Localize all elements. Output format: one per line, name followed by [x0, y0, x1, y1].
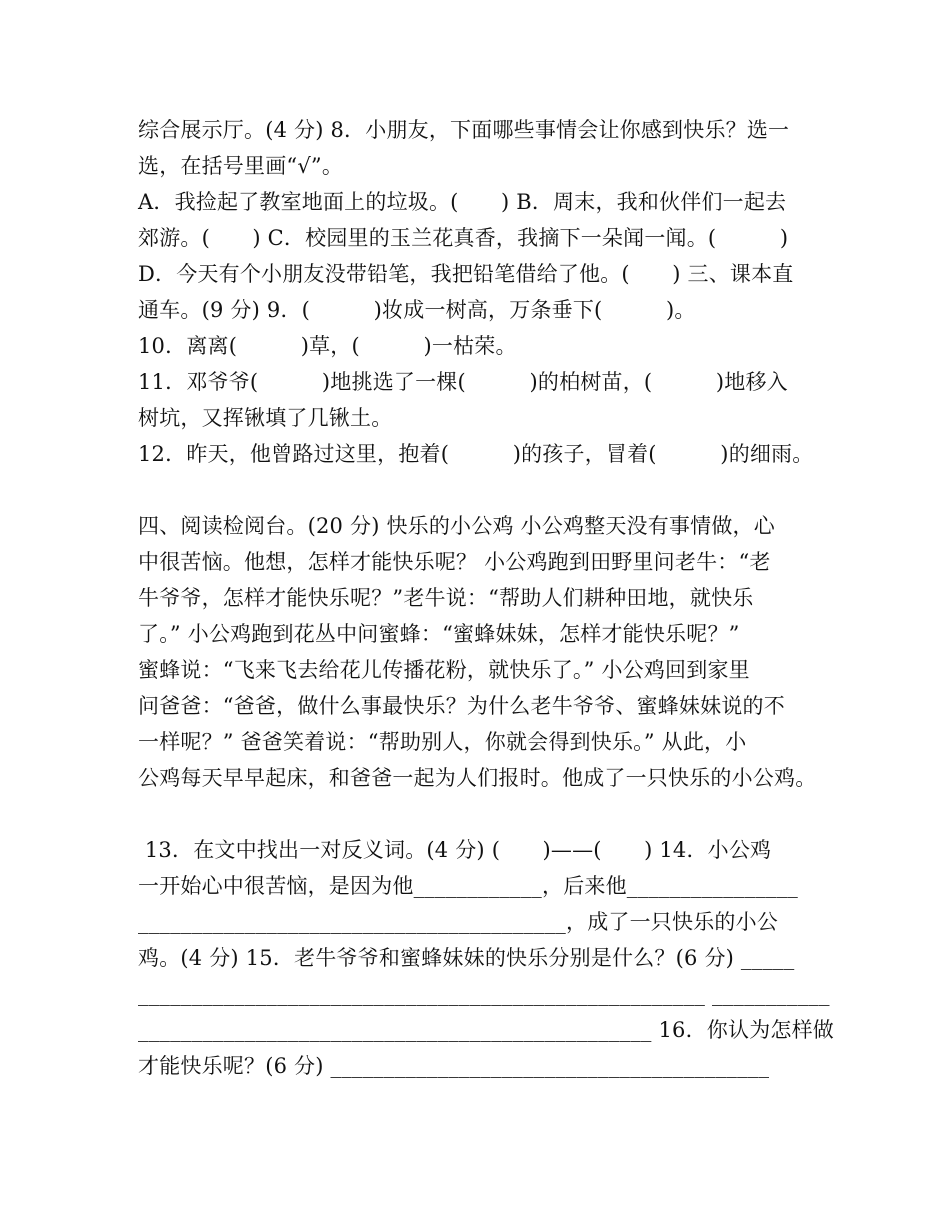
- text-line-3: A．我捡起了教室地面上的垃圾。( ) B．周末，我和伙伴们一起去: [138, 190, 787, 214]
- text-line-18: 公鸡每天早早起床，和爸爸一起为人们报时。他成了一只快乐的小公鸡。: [138, 766, 817, 790]
- text-line-17: 一样呢？” 爸爸笑着说：“帮助别人，你就会得到快乐。” 从此，小: [138, 730, 747, 754]
- text-line-21: ________________________________________，成了一只快乐的小公: [138, 910, 778, 934]
- text-line-6: 通车。(9 分) 9．( )妆成一树高，万条垂下( )。: [138, 298, 696, 322]
- text-line-9: 树坑，又挥锹填了几锹土。: [138, 406, 393, 430]
- text-line-1: 综合展示厅。(4 分) 8．小朋友，下面哪些事情会让你感到快乐？选一: [138, 118, 790, 142]
- text-line-20: 一开始心中很苦恼，是因为他____________，后来他________________: [138, 874, 798, 898]
- text-line-7: 10．离离( )草，( )一枯荣。: [138, 334, 517, 358]
- text-line-22: 鸡。(4 分) 15．老牛爷爷和蜜蜂妹妹的快乐分别是什么？(6 分) _____: [138, 946, 795, 970]
- text-line-23: _____________________________________________________ ___________: [138, 982, 830, 1006]
- text-line-15: 蜜蜂说：“飞来飞去给花儿传播花粉，就快乐了。” 小公鸡回到家里: [138, 658, 750, 682]
- text-line-8: 11．邓爷爷( )地挑选了一棵( )的柏树苗，( )地移入: [138, 370, 788, 394]
- text-line-25: 才能快乐呢？(6 分) _________________________________________: [138, 1054, 770, 1078]
- text-line-13: 牛爷爷，怎样才能快乐呢？”老牛说：“帮助人们耕种田地，就快乐: [138, 586, 754, 610]
- text-line-19: 13．在文中找出一对反义词。(4 分) ( )——( ) 14．小公鸡: [138, 838, 772, 862]
- text-line-2: 选，在括号里画“√”。: [138, 154, 344, 178]
- text-line-24: ________________________________________________ 16．你认为怎样做: [138, 1018, 834, 1042]
- text-line-4: 郊游。( ) C．校园里的玉兰花真香，我摘下一朵闻一闻。( ): [138, 226, 789, 250]
- text-line-10: 12．昨天，他曾路过这里，抱着( )的孩子，冒着( )的细雨。: [138, 442, 814, 466]
- text-line-5: D．今天有个小朋友没带铅笔，我把铅笔借给了他。( ) 三、课本直: [138, 262, 794, 286]
- text-line-12: 中很苦恼。他想，怎样才能快乐呢？ 小公鸡跑到田野里问老牛：“老: [138, 550, 771, 574]
- text-line-16: 问爸爸：“爸爸，做什么事最快乐？为什么老牛爷爷、蜜蜂妹妹说的不: [138, 694, 785, 718]
- text-line-11: 四、阅读检阅台。(20 分) 快乐的小公鸡 小公鸡整天没有事情做，心: [138, 514, 775, 538]
- text-line-14: 了。” 小公鸡跑到花丛中问蜜蜂：“蜜蜂妹妹，怎样才能快乐呢？”: [138, 622, 740, 646]
